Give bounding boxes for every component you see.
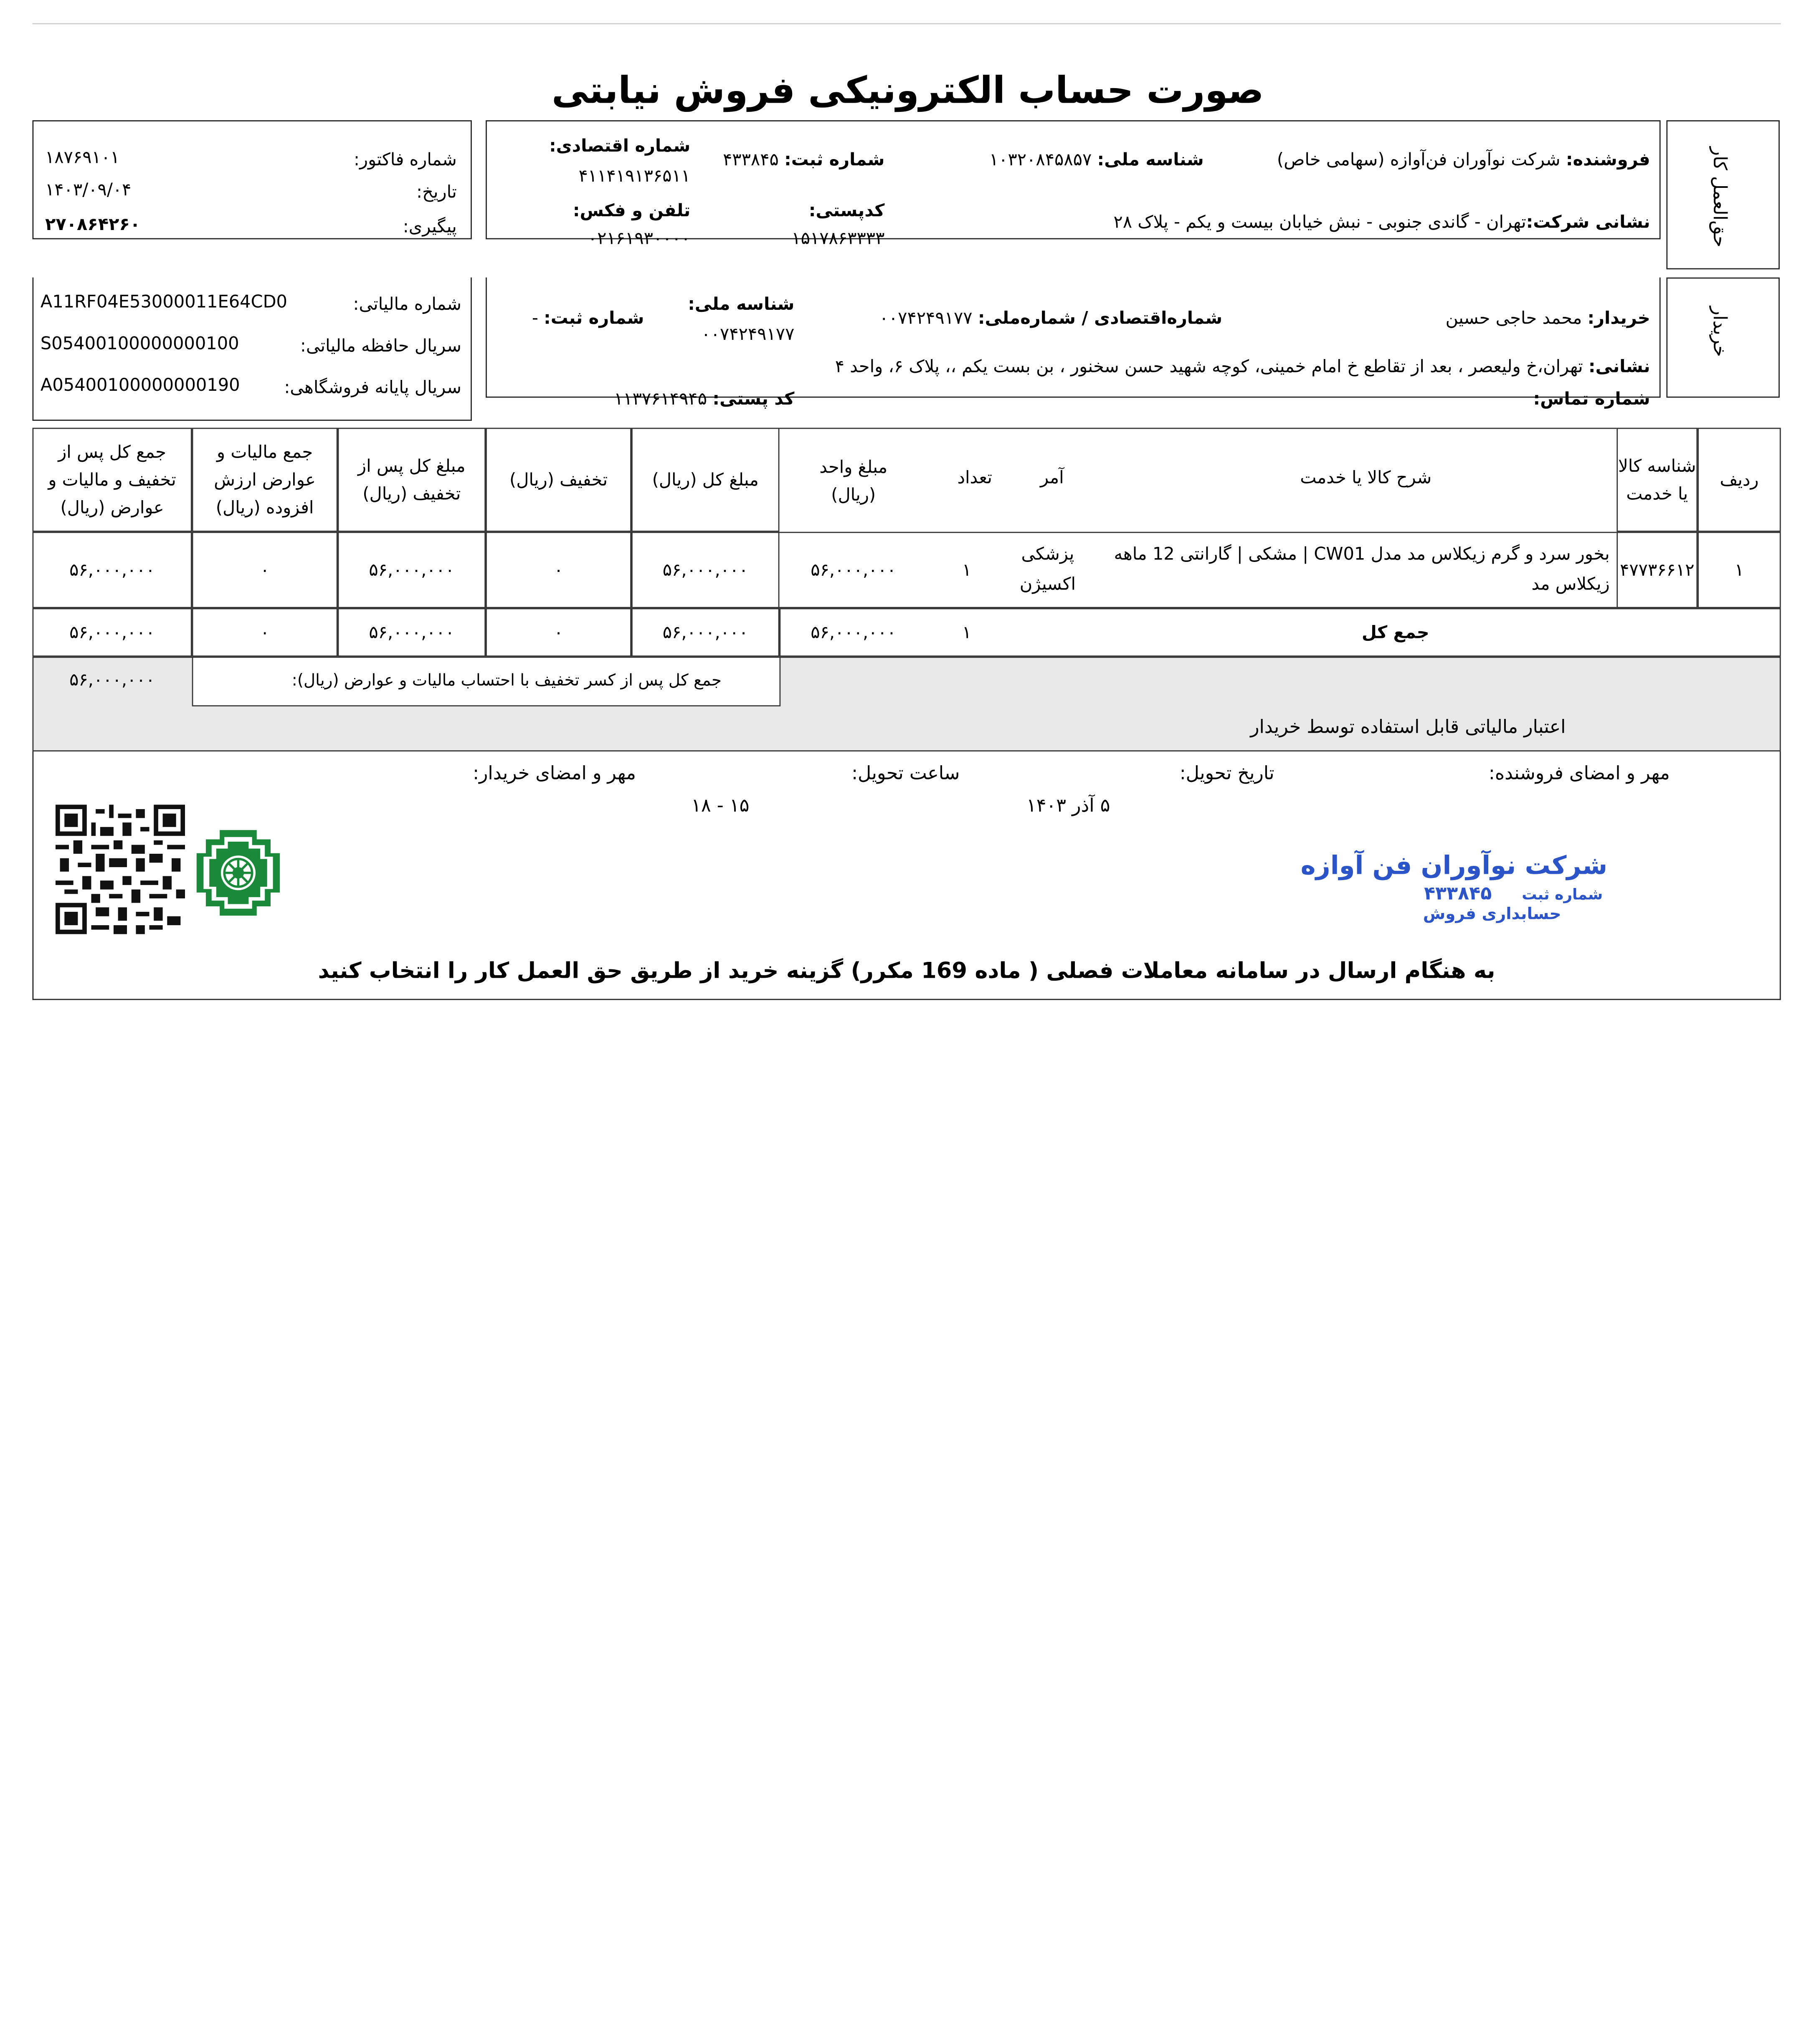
- buyer-name: محمد حاجی حسین: [1445, 307, 1582, 329]
- seller-side-label: حق‌العمل کار: [1709, 147, 1731, 248]
- net-divider-bottom: [192, 705, 781, 706]
- invoice-meta-box: [33, 120, 472, 239]
- td-unit: پزشکی اکسیژن: [1019, 543, 1076, 594]
- footer-note-before: به هنگام ارسال در سامانه معاملات فصلی ( ماده: [967, 958, 1495, 984]
- seller-postal-label: کدپستی:: [808, 200, 885, 221]
- page-title: صورت حساب الکترونیکی فروش نیابتی: [552, 68, 1264, 112]
- seller-national-id-label: شناسه ملی:: [1097, 149, 1204, 170]
- tracking-label: پیگیری:: [403, 216, 457, 237]
- stamp-dept: حسابداری فروش: [1423, 905, 1561, 924]
- totals-grand: ۵۶,۰۰۰,۰۰۰: [33, 608, 192, 657]
- buyer-reg-label: شماره ثبت:: [544, 307, 644, 329]
- qr-code-icon: [56, 804, 185, 934]
- buyer-national-id: ۰۰۷۴۲۴۹۱۷۷: [701, 324, 795, 345]
- seller-reg-label: شماره ثبت:: [784, 149, 885, 170]
- td-unit-price: ۵۶,۰۰۰,۰۰۰: [811, 559, 897, 581]
- td-qty: ۱: [962, 559, 972, 581]
- buyer-address: تهران،خ ولیعصر ، بعد از تقاطع خ امام خمینی، کوچه شهید حسن سخنور ، بن بست یکم ،، پلاک ۶، واحد ۴: [835, 356, 1583, 377]
- td-discount: ۰: [486, 532, 631, 608]
- credit-note: اعتبار مالیاتی قابل استفاده توسط خریدار: [1250, 716, 1566, 738]
- buyer-postal: ۱۱۳۷۶۱۴۹۴۵: [613, 388, 707, 410]
- totals-total: ۵۶,۰۰۰,۰۰۰: [631, 608, 779, 657]
- terminal-serial-label: سریال پایانه فروشگاهی:: [284, 377, 461, 398]
- footer-note-after: مکرر) گزینه خرید از طریق حق العمل کار را انتخاب کنید: [318, 958, 922, 984]
- delivery-time: ۱۵ - ۱۸: [691, 794, 750, 817]
- td-desc: بخور سرد و گرم زیکلاس مد مدل CW01 | مشکی | گارانتی 12 ماهه زیکلاس مد: [1114, 543, 1610, 594]
- seller-name: شرکت نوآوران فن‌آوازه (سهامی خاص): [1277, 149, 1561, 170]
- th-unit-price: مبلغ واحد (ریال): [819, 456, 888, 506]
- invoice-date-label: تاریخ:: [416, 181, 457, 202]
- td-tax: ۰: [192, 532, 338, 608]
- delivery-time-label: ساعت تحویل:: [851, 761, 960, 784]
- footer-note-bold: 169: [921, 958, 968, 984]
- buyer-address-label: نشانی:: [1588, 356, 1650, 377]
- invoice-date: ۱۴۰۳/۰۹/۰۴: [45, 179, 132, 200]
- th-after-discount: مبلغ کل پس از تخفیف (ریال): [338, 428, 486, 532]
- invoice-no: ۱۸۷۶۹۱۰۱: [45, 147, 120, 168]
- tax-authority-emblem-icon: [194, 828, 282, 918]
- invoice-no-label: شماره فاکتور:: [353, 149, 457, 170]
- tracking-no: ۲۷۰۸۶۴۲۶۰: [45, 214, 141, 235]
- seller-side-label-box: [1666, 120, 1779, 269]
- top-rule: [33, 23, 1781, 24]
- tax-meta-box: [33, 278, 472, 421]
- totals-tax: ۰: [192, 608, 338, 657]
- seller-econ-label: شماره اقتصادی:: [549, 135, 691, 156]
- memory-serial: S05400100000000100: [40, 333, 239, 354]
- th-desc-area: [779, 428, 1617, 532]
- seller-address: تهران - گاندی جنوبی - نبش خیابان بیست و یکم - پلاک ۲۸: [1113, 211, 1526, 233]
- buyer-national-id-label: شناسه ملی:: [688, 293, 795, 315]
- buyer-postal-label: کد پستی:: [712, 388, 795, 410]
- seller-national-id: ۱۰۳۲۰۸۴۵۸۵۷: [989, 149, 1092, 170]
- buyer-side-label-box: [1666, 278, 1779, 398]
- company-stamp: [1300, 844, 1631, 937]
- seller-econ-no: ۴۱۱۴۱۹۱۳۶۵۱۱: [578, 165, 691, 186]
- th-row: ردیف: [1698, 428, 1781, 532]
- totals-discount: ۰: [486, 608, 631, 657]
- th-tax: جمع مالیات و عوارض ارزش افزوده (ریال): [192, 428, 338, 532]
- buyer-info-box: [486, 278, 1661, 410]
- seller-name-label: فروشنده:: [1566, 149, 1650, 170]
- seller-sign-label: مهر و امضای فروشنده:: [1488, 761, 1670, 784]
- net-divider-right: [779, 657, 780, 705]
- seller-reg-no: ۴۳۳۸۴۵: [722, 149, 779, 170]
- th-grand: جمع کل پس از تخفیف و مالیات و عوارض (ریال): [33, 428, 192, 532]
- totals-after-discount: ۵۶,۰۰۰,۰۰۰: [338, 608, 486, 657]
- delivery-date: ۵ آذر ۱۴۰۳: [1026, 794, 1110, 817]
- stamp-company: شرکت نوآوران فن آوازه: [1300, 852, 1608, 881]
- buyer-reg: -: [532, 307, 538, 329]
- buyer-econ: ۰۰۷۴۲۴۹۱۷۷: [879, 307, 973, 329]
- seller-phone: ۰۲۱۶۱۹۳۰۰۰۰: [588, 228, 691, 249]
- seller-info-box: [486, 120, 1661, 249]
- td-row: ۱: [1698, 532, 1781, 608]
- seller-postal: ۱۵۱۷۸۶۳۳۳۳: [791, 228, 885, 249]
- stamp-reg-label: شماره ثبت: [1522, 886, 1603, 904]
- th-desc: شرح کالا یا خدمت: [1300, 467, 1432, 488]
- tax-no-label: شماره مالیاتی:: [353, 293, 461, 315]
- td-after-discount: ۵۶,۰۰۰,۰۰۰: [338, 532, 486, 608]
- seller-address-label: نشانی شرکت:: [1526, 211, 1650, 233]
- buyer-econ-label: شماره‌اقتصادی / شماره‌ملی:: [978, 307, 1223, 329]
- td-total: ۵۶,۰۰۰,۰۰۰: [631, 532, 779, 608]
- totals-unit-price: ۵۶,۰۰۰,۰۰۰: [811, 622, 897, 643]
- th-qty: تعداد: [957, 467, 992, 488]
- buyer-sign-label: مهر و امضای خریدار:: [473, 761, 636, 784]
- buyer-side-label: خریدار: [1709, 306, 1731, 357]
- buyer-contact-label: شماره تماس:: [1533, 388, 1650, 410]
- seller-phone-label: تلفن و فکس:: [573, 200, 691, 221]
- net-value: ۵۶,۰۰۰,۰۰۰: [69, 669, 155, 691]
- net-label: جمع کل پس از کسر تخفیف با احتساب مالیات و عوارض (ریال):: [291, 671, 722, 691]
- tax-no: A11RF04E53000011E64CD0: [40, 291, 288, 312]
- th-total: مبلغ کل (ریال): [631, 428, 779, 532]
- th-discount: تخفیف (ریال): [486, 428, 631, 532]
- delivery-date-label: تاریخ تحویل:: [1179, 761, 1274, 784]
- td-grand: ۵۶,۰۰۰,۰۰۰: [33, 532, 192, 608]
- th-unit: آمر: [1040, 467, 1064, 488]
- th-code: شناسه کالا یا خدمت: [1617, 428, 1698, 532]
- stamp-reg: ۴۳۳۸۴۵: [1424, 882, 1492, 904]
- td-code: ۴۷۷۳۶۶۱۲: [1617, 532, 1698, 608]
- totals-qty: ۱: [962, 622, 972, 643]
- footer-note: [0, 957, 1804, 985]
- totals-label: جمع کل: [1361, 622, 1429, 643]
- terminal-serial: A05400100000000190: [40, 374, 240, 396]
- memory-serial-label: سریال حافظه مالیاتی:: [300, 335, 461, 356]
- buyer-name-label: خریدار:: [1587, 307, 1650, 329]
